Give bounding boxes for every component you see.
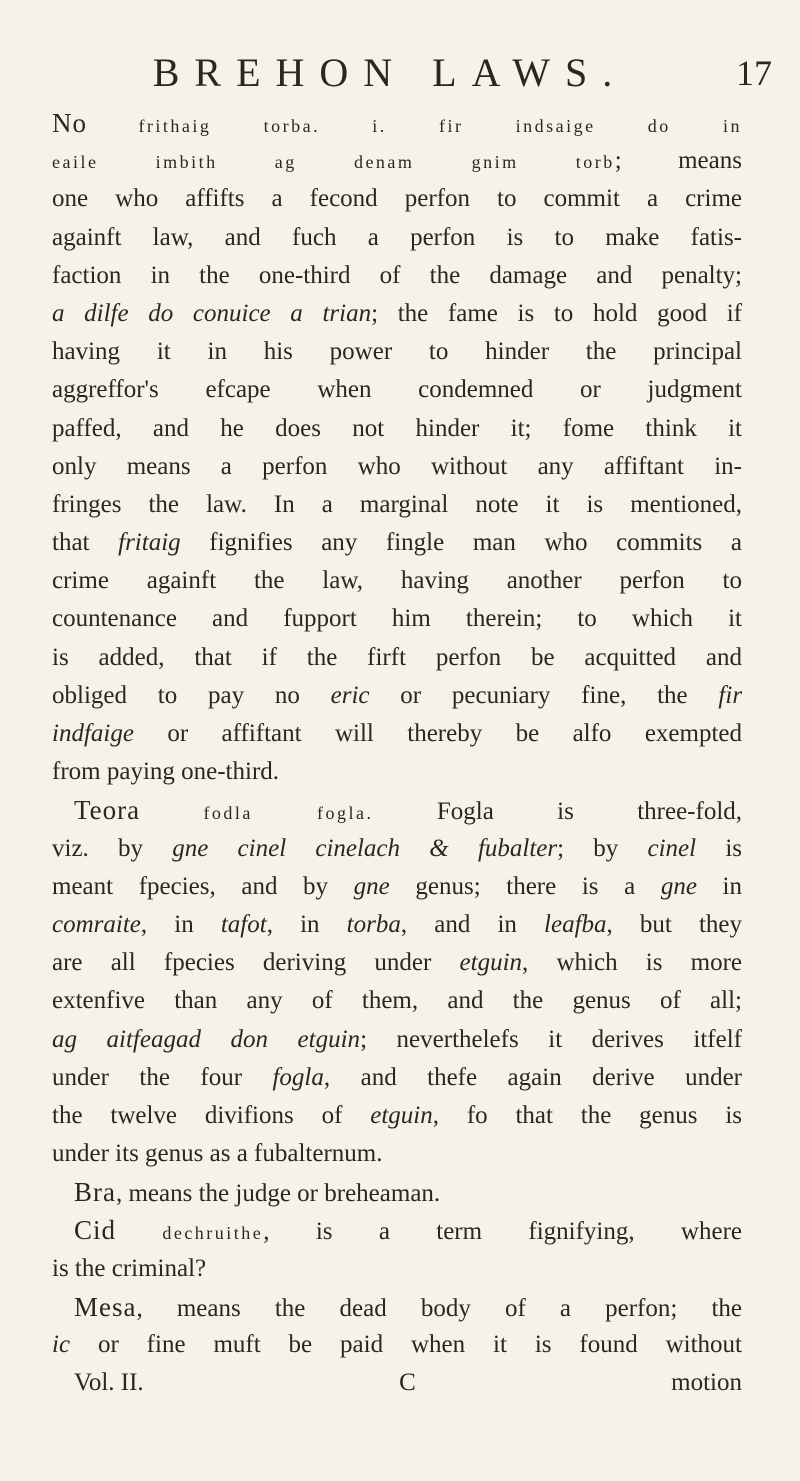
irish-word: comraite <box>52 910 141 938</box>
text-line: a dilfe do conuice a trian; the fame is to hold good if <box>52 299 742 327</box>
entry-term: Mesa <box>74 1291 137 1322</box>
irish-phrase: a dilfe do conuice a trian <box>52 299 372 327</box>
running-head <box>60 48 772 98</box>
text-line: Teora fodla fogla. Fogla is three-fold, <box>74 795 743 826</box>
text-line: crime againft the law, having another perfon to <box>52 567 742 595</box>
irish-word: fir <box>718 681 743 709</box>
entry-term: Cid <box>74 1215 117 1246</box>
text-line: that fritaig fignifies any fingle man who commits a <box>52 529 743 557</box>
text-line: is the criminal? <box>52 1254 207 1282</box>
text-line: Bra, means the judge or breheaman. <box>74 1177 441 1208</box>
page-footer <box>52 1364 742 1402</box>
irish-word: gne <box>660 872 697 900</box>
signature-mark: C <box>399 1369 416 1397</box>
text-line: paffed, and he does not hinder it; fome think it <box>52 414 742 442</box>
text-line: ic or fine muft be paid when it is found without <box>52 1331 743 1358</box>
irish-word: eric <box>330 681 370 709</box>
text-line: meant fpecies, and by gne genus; there is a gne in <box>52 872 742 900</box>
irish-word: indfaige <box>52 720 134 747</box>
text-line: fringes the law. In a marginal note it is mentioned, <box>52 490 742 518</box>
text-line: Cid dechruithe, is a term fignifying, where <box>74 1215 742 1246</box>
entry-term: dechruithe <box>162 1223 264 1244</box>
entry-term: frithaig torba. i. fir indsaige do in <box>138 116 742 136</box>
irish-word: ic <box>52 1331 71 1358</box>
irish-word: leafba <box>544 910 607 938</box>
text-line: indfaige or affiftant will thereby be alfo exempted <box>52 720 742 747</box>
page-number: 17 <box>736 53 772 93</box>
body-text <box>52 104 742 1402</box>
entry-term: eaile imbith ag denam gnim torb <box>52 152 615 173</box>
text-line: the twelve divifions of etguin, fo that the genus is <box>52 1101 743 1129</box>
irish-word: gne <box>353 872 390 900</box>
irish-word: fogla <box>272 1063 324 1091</box>
entry-term: Teora <box>74 795 141 826</box>
running-title: BREHON LAWS. <box>152 50 628 95</box>
text-line: one who affifts a fecond perfon to commit a crime <box>52 185 742 213</box>
irish-word: tafot <box>220 910 267 938</box>
entry-term: Bra <box>74 1177 116 1208</box>
text-line: under its genus as a fubalternum. <box>52 1140 383 1168</box>
text-line: Mesa, means the dead body of a perfon; the <box>74 1291 742 1322</box>
text-line: under the four fogla, and thefe again derive under <box>52 1063 742 1091</box>
entry-term: fodla fogla. <box>203 803 374 824</box>
text-line: againft law, and fuch a perfon is to make fatis- <box>52 223 742 251</box>
irish-phrase: gne cinel cinelach <box>172 834 401 862</box>
text-line: only means a perfon who without any affiftant in- <box>52 452 742 480</box>
text-line: aggreffor's efcape when condemned or judgment <box>52 376 742 404</box>
text-line: from paying one-third. <box>52 758 280 786</box>
irish-word: cinel <box>647 834 697 862</box>
irish-word: torba <box>346 910 401 938</box>
text-line: obliged to pay no eric or pecuniary fine, the fir <box>52 681 743 709</box>
text-line: viz. by gne cinel cinelach & fubalter; by cinel is <box>52 834 742 862</box>
text-line: extenfive than any of them, and the genus of all; <box>52 987 742 1015</box>
irish-word: fritaig <box>118 529 181 557</box>
irish-word: fubalter <box>477 834 558 862</box>
entry-term: No <box>52 108 87 138</box>
text-line: faction in the one-third of the damage and penalty; <box>52 261 742 289</box>
text-line: eaile imbith ag denam gnim torb; means <box>52 147 742 175</box>
text-line: having it in his power to hinder the principal <box>52 338 742 366</box>
catchword: motion <box>671 1369 742 1397</box>
text-line: comraite, in tafot, in torba, and in leafba, but they <box>52 910 743 938</box>
volume-label: Vol. II. <box>74 1369 144 1397</box>
text-line: ag aitfeagad don etguin; neverthelefs it derives itfelf <box>52 1025 743 1053</box>
text-line: are all fpecies deriving under etguin, which is more <box>52 949 743 977</box>
text-line <box>52 104 742 142</box>
irish-phrase: ag aitfeagad don etguin <box>52 1025 361 1053</box>
irish-word: etguin <box>370 1101 433 1129</box>
text-line: is added, that if the firft perfon be acquitted and <box>52 643 742 671</box>
irish-word: etguin <box>459 949 523 977</box>
text-line: countenance and fupport him therein; to which it <box>52 605 742 633</box>
